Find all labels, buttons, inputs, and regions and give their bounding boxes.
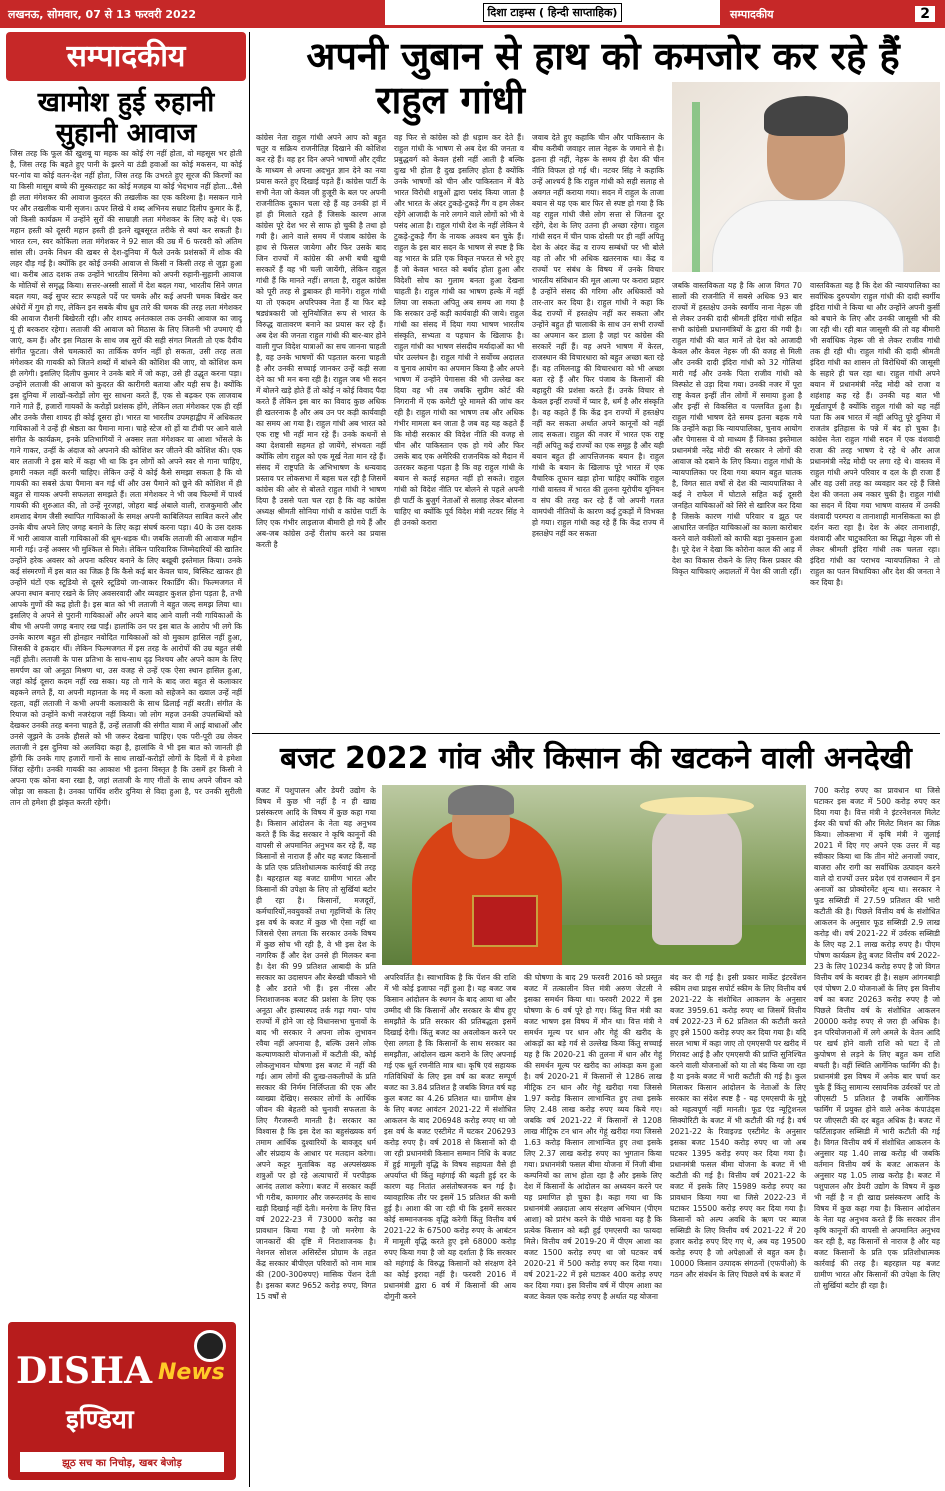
date-line: लखनऊ, सोमवार, 07 से 13 फरवरी 2022 [0, 0, 385, 28]
masthead [385, 0, 720, 28]
editorial-headline-line1: खामोश हुई रुहानी [37, 87, 215, 118]
disha-news-logo [8, 1322, 236, 1480]
article1-col5: वास्तविकता यह है कि देश की न्यायपालिका का सर्वाधिक दुरुपयोग राहुल गांधी की दादी स्वर्गीय इंदिरा गांधी ने किया था और उन्होंने अपनी कुर्सी को बचाने के लिए और उनकी जासूसी भी की जा रही थी। रही बात जासूसी की तो वह बीमारी भी सर्वाधिक नेहरू जी से लेकर राजीव गांधी तक ही रही थी। राहुल गांधी की दादी श्रीमती इंदिरा गांधी का शासन तो विरोधियों की जासूसी के सहारे ही चल रहा था। राहुल गांधी अपने बयान में प्रधानमंत्री नरेंद्र मोदी को राजा व शहंशाह कह रहे हैं। उनकी यह बात भी मूर्खतापूर्ण है क्योंकि राहुल गांधी को यह नहीं पता कि अब भारत में नहीं अपितु पूरे दुनिया में राजतंत्र इतिहास के पन्ने में बंद हो चुका है। कांग्रेस नेता राहुल गांधी सदन में एक वंशवादी राजा की तरह भाषण दे रहे थे और आज प्रधानमंत्री नरेंद्र मोदी पर लगा रहे थे। वास्तव में राहुल गांधी अपने परिवार व दल के ही राजा हैं और वह उसी तरह का व्यवहार कर रहे हैं जिसे देश की जनता अब नकार चुकी है। राहुल गांधी का सदन में दिया गया भाषण वास्तव में उनकी वंशवादी परम्परा व तानाशाही मानसिकता का ही दर्शन करा रहा है। देश के अंदर तानाशाही, वंशवादी और चाटुकारिता का सिद्धा नेहरू जी से लेकर श्रीमती इंदिरा गांधी तक चलता रहा। इंदिरा गांधी का पराभव न्यायपालिका ने तो राहुल का पतन विधायिका और देश की जनता ने कर दिया है। [810, 281, 940, 587]
logo-tagline: झूठ सच का निचोड़, खबर बेजोड़ [20, 1452, 224, 1472]
editorial-section-label: सम्पादकीय [6, 32, 246, 81]
page-header [0, 0, 945, 28]
logo-name-main: DISHA [16, 1350, 153, 1392]
left-column [6, 32, 246, 149]
article2-col2: अपरिवर्तित है। स्वाभाविक है कि पेंशन की राशि में भी कोई इजाफा नहीं हुआ है। यह बजट जब किसान आंदोलन के स्थगन के बाद आया था और उम्मीद थी कि किसानों और सरकार के बीच हुए समझौते के प्रति सरकार की प्रतिबद्धता इसमें दिखाई देगी। किंतु बजट का अवलोकन करने पर ऐसा लगता है कि किसानों के साथ सरकार का समझौता, आंदोलन खत्म कराने के लिए अपनाई गई एक धूर्त रणनीति मात्र था। कृषि एवं सहायक गतिविधियों के लिए इस वर्ष का बजट सम्पूर्ण बजट का 3.84 प्रतिशत है जबकि विगत वर्ष यह कुल बजट का 4.26 प्रतिशत था। ग्रामीण क्षेत्र के लिए बजट आवंटन 2021-22 में संशोधित आकलन के बाद 206948 करोड़ रुपए था जो इस वर्ष के बजट एस्टीमेट में घटकर 206293 करोड़ रुपए है। वर्ष 2018 से किसानों को दी जा रही प्रधानमंत्री किसान सम्मान निधि के बजट में हुई मामूली वृद्धि के विषय सहायता वैसे ही अपर्याप्त थी किंतु महंगाई की बढ़ती हुई दर के कारण यह नितांत असंतोषजनक बन गई है। व्यावहारिक तौर पर इसमें 15 प्रतिशत की कमी हुई है। आशा की जा रही थी कि इसमें सरकार कोई सम्मानजनक वृद्धि करेगी किंतु वित्तीय वर्ष 2021-22 के 67500 करोड़ रुपए के आबंटन में मामूली वृद्धि करते हुए इसे 68000 करोड़ रुपए किया गया है जो यह दर्शाता है कि सरकार को महंगाई के विरुद्ध किसानों को संरक्षण देने का कोई इरादा नहीं है। फरवरी 2016 में प्रधानमंत्री द्वारा 6 वर्ष में किसानों की आय दोगुनी करने [384, 973, 516, 1301]
editorial-body: जिस तरह कि फूल की खुशबू या महक का कोई रंग नहीं होता, वो महसूस भर होती है, जिस तरह कि बहते हुए पानी के झरने या ठंडी हवाओं का कोई मकसन, या कोई घर-गांव या कोई वतन-देश नहीं होता, जिस तरह कि उभरते हुए सूरज की किरणों का या किसी मासूम बच्चे की मुस्कराहट का कोई मजहब या कोई भेदभाव नहीं होता...वैसे ही लता मंगेशकर की आवाज कुदरत की तखलीक का एक करिश्मा है। मसकन गाने पर और तखलीक यानी सृजन। ऊपर लिखे ये शब्द अभिनय सम्राट दिलीप कुमार के हैं, जो किसी कार्यक्रम में उन्होंने सुरों की साम्राज्ञी लता मंगेशकर के लिए कहे थे। एक महान हस्ती को दूसरी महान हस्ती ही इतने खूबसूरत तरीके से बयां कर सकती है। भारत रत्न, स्वर कोकिला लता मंगेशकर ने 92 साल की उम्र में 6 फरवरी को अंतिम सांस ली। उनके निधन की खबर से देश-दुनिया में फैले उनके प्रशंसकों में शोक की लहर दौड़ गई है। क्योंकि हर कोई उनकी आवाज से किसी न किसी तरह से जुड़ा हुआ था। करीब आठ दशक तक उन्होंने भारतीय सिनेमा को अपनी रुहानी-सुहानी आवाज के मोतियों से समृद्ध किया। सत्तर-अस्सी सालों में देश बदल गया, भारतीय सिने जगत बदल गया, कई सुपर स्टार रूपहले पर्दे पर चमके और कई अपनी चमक बिखेर कर अंधेरों में गुम हो गए, लेकिन इन सबके बीच ध्रुव तारे की चमक की तरह लता मंगेशकर की आवाज रौशनी बिखेरती रही। और शायद अनंतकाल तक उनकी आवाज का जादू यूं ही बरकरार रहेगा। लताजी की आवाज को मिठास के लिए जितनी भी उपमाएं दी जाएं, कम हैं। और इस मिठास के साथ जब सुरों की सही संगत मिलती तो एक दैवीय संगीत फूटता। जैसे चमत्कारों का तार्किक वर्णन नहीं हो सकता, उसी तरह लता मंगेशकर की गायकी को जितने शब्दों में बांधने की कोशिश की जाए, वो कोशिश कम ही लगेगी। इसलिए दिलीप कुमार ने उनके बारे में जो कहा, उसे ही उद्धृत करना पड़ा। उन्होंने लताजी की आवाज को कुदरत की कारीगरी बताया और यही सच है। क्योंकि इस दुनिया में लाखों-करोड़ों लोग सुर साधना करते हैं, एक से बढ़कर एक लाजवाब गाने गाते हैं, हजारों गायकों के करोड़ों प्रशंसक होंगे, लेकिन लता मंगेशकर एक ही रहीं और उनके जैसा शायद ही कोई दूसरा हो। भारत या भारतीय उपमहाद्वीप में अधिकतर गायिकाओं ने उन्हें ही श्रेष्ठता का पैमाना माना। चाहे स्टेज शो हों या टीवी पर आने वाले संगीत के कार्यक्रम, इनके प्रतिभागियों ने अक्सर लता मंगेशकर या आशा भोंसले के गाने गाकर, उन्हीं के अंदाज को अपनाने की कोशिश कर जीतने की कोशिश की। एक बार लताजी ने इस बारे में कहा भी था कि इन लोगों को अपने स्वर से गाना चाहिए, हमारी नकल नहीं करनी चाहिए। लेकिन उन्हें ये कोई कैसे समझा सकता है कि वो गायकी का सबसे ऊंचा पैमाना बन गई थीं और उस पैमाने को छूने की कोशिश में ही बहुत से गायक अपनी सफलता समझते हैं। लता मंगेशकर ने भी जब फिल्मों में पार्श्व गायकी की शुरुआत की, तो उन्हें नूरजहां, जोहरा बाई अंबाले वाली, राजकुमारी और शमशाद बेगम जैसी स्थापित गायिकाओं के समक्ष अपनी काबिलियत साबित करने और उनके बीच अपने लिए जगह बनाने के लिए कड़ा संघर्ष करना पड़ा। 40 के उस दशक में भारी आवाज वाली गायिकाओं की धूम-धड़क थी। जबकि लताजी की आवाज महीन मानी गई। उन्हें अक्सर भी मुश्किल से मिले। लेकिन पारिवारिक जिम्मेदारियों की खातिर उन्होंने हरेक अवसर को अपना करियर बनाने के लिए बखूबी इस्तेमाल किया। उनके कई संस्मरणों में इस बात का जिक्र है कि कैसे कई बार केवल चाय, बिस्किट खाकर ही उन्होंने घंटों एक स्टूडियो से दूसरे स्टूडियो जा-जाकर रिकार्डिंग की। फिल्मजगत में अपना स्थान बनाए रखने के लिए अवसरवादी और व्यवहार कुशल होना पड़ता है, तभी आपके गुणों की कद्र होती है। इस बात को भी लताजी ने बहुत जल्द समझ लिया था। इसलिए वे अपने से पुरानी गायिकाओं और अपने बाद आने वाली नयी गायिकाओं के बीच भी अपनी जगह बनाए रख पाईं। हालांकि उन पर इस बात के आरोप भी लगे कि उनके कारण बहुत सी होनहार नवोदित गायिकाओं को वो मुकाम हासिल नहीं हुआ, जिसकी वे हकदार थीं। लेकिन फिल्मजगत में इस तरह के आरोपों की उम्र बहुत लंबी नहीं होती। लताजी के पास प्रतिभा के साथ-साथ दृढ़ निश्चय और अपने काम के लिए समर्पण का जो अनूठा मिश्रण था, उस वजह से उन्हें एक ऐसा स्थान हासिल हुआ, जहां कोई दूसरा कदम नहीं रख सका। यह तो गाने के बाद जरा बहुत से कलाकार बहकने लगते हैं, या अपनी महानता के मद में कला को सहेजने का ख्याल उन्हें नहीं रहता, वहीं लताजी ने कभी अपनी कलाकारी के साथ ढिलाई नहीं बरती। संगीत के रियाज को उन्होंने कभी नजरंदाज नहीं किया। जो लोग महज उनकी उपलब्धियों को देखकर उनकी तरह बनना चाहते हैं, उन्हें लताजी की संगीत यात्रा में आई बाधाओं और उनसे जूझने के उनके हौसले को भी जरूर देखना चाहिए। एक परी-पूरी उम्र लेकर लताजी ने इस दुनिया को अलविदा कहा है, हालांकि वे भी इस बात को जानती ही होंगी कि उनके गाए हजारों गानों के साथ लाखों-करोड़ों लोगों के दिलों में वे हमेशा जिंदा रहेंगी। उनकी गायकी का आकाश भी इतना विस्तृत है कि उसमें हर किसी ने अपना एक कोना बना रखा है, जहां लताजी के गाए गीतों के साथ अपने जीवन को जोड़ा जा सकता है। उनका पार्थिव शरीर दुनिया से विदा हुआ है, पर उनकी सुरीली तान तो हमेशा ही झंकृत करती रहेगी। [10, 149, 242, 807]
paper-name: दिशा टाइम्स ( हिन्दी साप्ताहिक) [483, 3, 623, 22]
section-label: सम्पादकीय [730, 7, 774, 21]
editorial-headline-line2: सुहानी आवाज [55, 118, 197, 150]
article1-col3: जवाब देते हुए कहाकि चीन और पाकिस्तान के बीच करीबी जवाहर लाल नेहरू के जमाने से है। इतना ही नहीं, नेहरू के समय ही देश की चीन नीति विफल हो गई थी। नटवर सिंह ने कहाकि उन्हें आश्चर्य है कि राहुल गांधी को सही सलाह से अवगत नहीं कराया गया। सदन में राहुल के ताजा बयान से यह एक बार फिर से स्पष्ट हो गया है कि वह राहुल गांधी जैसे लोग सत्ता से जितना दूर रहेंगे, देश के लिए उतना ही अच्छा रहेगा। राहुल गांधी सदन में चीन पाक दोस्ती पर ही नहीं अपितु देश के अंदर केंद्र व राज्य सम्बंधों पर भी बोले वह तो और भी अधिक खतरनाक था। केंद्र व राज्यों पर संबंध के विषय में उनके विचार भारतीय संविधान की मूल आत्मा पर करारा प्रहार है उन्होंने संसद की गरिमा और अधिकारों को तार-तार कर दिया है। राहुल गांधी ने कहा कि केंद्र राज्यों में हस्तक्षेप नहीं कर सकता और उन्होंने बहुत ही चालाकी के साथ उन सभी राज्यों का अपमान कर डाला है जहां पर कांग्रेस की सरकारें नहीं हैं। वह अपने भाषण में केरल, राजस्थान की विचारधारा को बहुत अच्छा बता रहे हैं। वह तमिलनाडु की विचारधारा को भी अच्छा बता रहे हैं और फिर पंजाब के किसानों की बहादुरी की प्रशंसा करते हैं। उनके विचार से केवल इन्हीं राज्यों में प्यार है, धर्म है और संस्कृति है। वह कहते हैं कि केंद्र इन राज्यों में हस्तक्षेप नहीं कर सकता अर्थात अपने कानूनों को नहीं लाद सकता। राहुल की नजर में भारत एक राष्ट्र नहीं अपितु कई राज्यों का एक समूह है और यही बयान बहुत ही आपत्तिजनक बयान है। राहुल गांधी के बयान के खिलाफ पूरे भारत में एक वैचारिक तूफान खड़ा होना चाहिए क्योंकि राहुल गांधी वास्तव में भारत की तुलना यूरोपीय यूनियन व संघ की तरह कर रहे हैं जो अपनी गलत वामपंथी नीतियों के कारण कई टुकड़ों में विभक्त हो गया। राहुल गांधी कह रहे हैं कि केंद्र राज्य में हस्तक्षेप नहीं कर सकता [532, 133, 664, 538]
logo-name-news: News [158, 1360, 225, 1385]
article1-col1: कांग्रेस नेता राहुल गांधी अपने आप को बहुत चतुर व सक्रिय राजनीतिज्ञ दिखाने की कोशिश कर रहे हैं। वह हर दिन अपने भाषणों और ट्वीट के माध्यम से अपना अदभुत ज्ञान देने का नया प्रयास करते हुए दिखाई पड़ते हैं। कांग्रेस पार्टी के सभी नेता जो केवल जी हुजूरी के बल पर अपनी राजनीतिक दुकान चला रहे हैं वह उनकी हां में हां ही मिलाते रहते हैं जिसके कारण आज कांग्रेस पूरे देश भर से साफ हो चुकी है तथा हो गयी है। आने वाले समय में पंजाब कांग्रेस के हाथ से फिसल जायेगा और फिर उसके बाद जिन राज्यों में कांग्रेस की अभी बची खुची सरकारें हैं वह भी चली जायेंगी, लेकिन राहुल गांधी हैं कि मानते नहीं। लगता है, राहुल कांग्रेस को पूरी तरह से डुबाकर ही मानेंगे। राहुल गांधी या तो एकदम अपरिपक्व नेता हैं या फिर बड़े षड्यंत्रकारी जो सुनियोजित रूप से भारत के विरुद्ध वातावरण बनाने का प्रयास कर रहे हैं। अब देश की जनता राहुल गांधी की बार-बार होने वाली गुप्त विदेश यात्राओं का सच जानना चाहती है, वह उनके भाषणों की पड़ताल करना चाहती है और उनकी सच्चाई जानकर उन्हें कड़ी सजा देने का भी मन बना रही है। राहुल जब भी सदन में बोलने खड़े होते हैं तो कोई न कोई विवाद पैदा करते हैं लेकिन इस बार का विवाद कुछ अधिक ही खतरनाक है और अब उन पर कड़ी कार्यवाही का समय आ गया है। राहुल गांधी अब भारत को एक राष्ट्र भी नहीं मान रहे हैं। उनके कथनों से क्या देशवासी सहमत हो जायेंगे, संभवतः नहीं क्योंकि लोग राहुल को एक मूर्ख नेता मान रहे हैं। संसद में राष्ट्रपति के अभिभाषण के धन्यवाद प्रस्ताव पर लोकसभा में बहस चल रही है जिसमें कांग्रेस की ओर से बोलते राहुल गांधी ने भाषण दिया है उससे पता चल रहा है कि वह कांग्रेस अध्यक्ष श्रीमती सोनिया गांधी व कांग्रेस पार्टी के लिए एक गंभीर लाइलाज बीमारी हो गये हैं और अब-जब कांग्रेस उन्हें रीलांच करने का प्रयास करती है [256, 133, 386, 549]
article2-col4: बंद कर दी गई है। इसी प्रकार मार्केट इंटरवेंशन स्कीम तथा प्राइस सपोर्ट स्कीम के लिए वित्तीय वर्ष 2021-22 के संशोधित आकलन के अनुसार बजट 3959.61 करोड़ रुपए था जिसमें वित्तीय वर्ष 2022-23 में 62 प्रतिशत की कटौती करते हुए इसे 1500 करोड़ रुपए कर दिया गया है। यदि सरल भाषा में कहा जाए तो एमएसपी पर खरीद में गिरावट आई है और एमएसपी की प्राप्ति सुनिश्चित करने वाली योजनाओं को या तो बंद किया जा रहा है या इनके बजट में भारी कटौती की गई है। कुल मिलाकर किसान आंदोलन के नेताओं के लिए सरकार का संदेश स्पष्ट है - यह एमएसपी के मुद्दे को महत्वपूर्ण नहीं मानती। फूड एंड न्यूट्रिशनल सिक्योरिटी के बजट में भी कटौती की गई है। वर्ष 2021-22 के रिवाइज्ड एस्टीमेट के अनुसार इसका बजट 1540 करोड़ रुपए था जो अब घटकर 1395 करोड़ रुपए कर दिया गया है। प्रधानमंत्री फसल बीमा योजना के बजट में भी कटौती की गई है। वित्तीय वर्ष 2021-22 के बजट में इसके लिए 15989 करोड़ रुपए का प्रावधान किया गया था जिसे 2022-23 में घटाकर 15500 करोड़ रुपए कर दिया गया है। किसानों को अल्प अवधि के ऋण पर ब्याज सब्सिडी के लिए वित्तीय वर्ष 2021-22 में 20 हजार करोड़ रुपए दिए गए थे, अब यह 19500 करोड़ रुपए है जो अपेक्षाओं से बहुत कम है। 10000 किसान उत्पादक संगठनों (एफपीओ) के गठन और संवर्धन के लिए पिछले वर्ष के बजट में [670, 973, 806, 1279]
article1-col2: वह फिर से कांग्रेस को ही धड़ाम कर देते हैं। राहुल गांधी के भाषण से अब देश की जनता व प्रबुद्धवर्ग को केवल हंसी नहीं आती है बल्कि दुःख भी होता है दुख इसलिए होता है क्योंकि उनके भाषणों को चीन और पाकिस्तान में बैठे भारत विरोधी शत्रुओं द्वारा पसंद किया जाता है और भारत के अंदर टुकड़े-टुकड़े गैंग व हम लेकर रहेंगे आजादी के नारे लगाने वाले लोगों को भी वे पसंद आता है। राहुल गांधी देश के नहीं लेकिन वे टुकड़े-टुकड़े गैंग के नायक अवश्य बन चुके हैं। राहुल के इस बार सदन के भाषण से स्पष्ट है कि वह भारत के प्रति एक विकृत नफरत से भरे हुए हैं जो केवल भारत को बर्बाद होता हुआ और विदेशी सोच का गुलाम बनता हुआ देखना चाहती है। राहुल गांधी का भाषण हल्के में नहीं लिया जा सकता अपितु अब समय आ गया है कि सरकार उन्हें कड़ी कार्यवाही की जाये। राहुल गांधी का संसद में दिया गया भाषण भारतीय संस्कृति, सभ्यता व पहचान के खिलाफ है। राहुल गांधी का भाषण संसदीय मर्यादाओं का भी घोर उल्लंघन है। राहुल गांधी ने सर्वोच्च अदालत व चुनाव आयोग का अपमान किया है और अपने भाषण में उन्होंने पेगासस की भी उल्लेख कर दिया वह भी तब जबकि सुप्रीम कोर्ट की निगरानी में एक कमेटी पूरे मामले की जांच कर रही है। राहुल गांधी का भाषण तब और अधिक गंभीर मामला बन जाता है जब वह यह कहते हैं कि मोदी सरकार की विदेश नीति की वजह से चीन और पाकिस्तान एक हो गये और फिर उसके बाद एक अमेरिकी राजनयिक को मैदान में उतरकर कहना पड़ता है कि वह राहुल गांधी के बयान से कतई सहमत नहीं हो सकते। राहुल गांधी को विदेश नीति पर बोलने से पहले अपनी ही पार्टी के बुजुर्ग नेताओं से सलाह लेकर बोलना चाहिए था क्योंकि पूर्व विदेश मंत्री नटवर सिंह ने ही उनको करारा [394, 133, 524, 527]
logo-name-hindi: इण्डिया [66, 1405, 134, 1435]
article2-headline: बजट 2022 गांव और किसान की खटकने वाली अनदेखी [280, 741, 912, 776]
article1-col4: जबकि वास्तविकता यह है कि आज विगत 70 सालों की राजनीति में सबसे अधिक 93 बार राज्यों में हस्तक्षेप उनके स्वर्गीय नाना नेहरू जी से लेकर उनकी दादी श्रीमती इंदिरा गांधी सहित सभी कांग्रेसी प्रधानमंत्रियों के द्वारा की गयी है। राहुल गांधी की बात मानें तो देश को आजादी केवल और केवल नेहरू जी की वजह से मिली और उनकी दादी इंदिरा गांधी को 32 गोलियां मारी गईं और उनके पिता राजीव गांधी को विस्फोट से उड़ा दिया गया। उनकी नजर में पूरा राष्ट्र केवल इन्हीं तीन लोगों में समाया हुआ है और इन्हीं से विकसित व पल्लवित हुआ है। राहुल गांधी भाषण देते समय इतना बहक गये कि उन्होंने कहा कि न्यायपालिका, चुनाव आयोग और पेगासस ये वो माध्यम हैं जिनका इस्तेमाल प्रधानमंत्री नरेंद्र मोदी की सरकार ने लोगों की आवाज को दबाने के लिए किया। राहुल गांधी के न्यायपालिका पर दिया गया बयान बहुत घातक है, विगत सात वर्षों से देश की न्यायपालिका ने कई ने राफेल में घोटाले सहित कई दूसरी जनहित याचिकाओं को सिरे से खारिज कर दिया है जिसके कारण गांधी परिवार व झूठ पर आधारित जनहित याचिकाओं का काला कारोबार करने वाले वकीलों को काफी बड़ा नुकसान हुआ है। पूरे देश ने देखा कि कोरोना काल की आड़ में देश का विकास रोकने के लिए किस प्रकार की विकृत याचिकाएं अदालतों में पेश की जाती रहीं। [672, 281, 802, 576]
section-divider [252, 733, 940, 734]
article2-col1: बजट में पशुपालन और डेयरी उद्योग के विषय में कुछ भी नहीं है न ही खाद्य प्रसंस्करण आदि के विषय में कुछ कहा गया है। किसान आंदोलन के नेता यह अनुभव करते हैं कि केंद्र सरकार ने कृषि कानूनों की वापसी से अपमानित अनुभव कर रहे हैं, वह किसानों से नाराज हैं और यह बजट किसानों के प्रति एक प्रतिशोधात्मक कार्रवाई की तरह है। बहरहाल यह बजट ग्रामीण भारत और किसानों की उपेक्षा के लिए तो सुर्खियां बटोर ही रहा है। किसानों, मजदूरों, कर्मचारियों,नवयुवकों तथा गृहणियों के लिए इस वर्ष के बजट में कुछ भी ऐसा नहीं था जिससे ऐसा लगता कि सरकार उनके विषय में कुछ सोच भी रही है, वे भी इस देश के नागरिक हैं और देश उनसे ही मिलकर बना है। देश की 99 प्रतिशत आबादी के प्रति सरकार का उदासपन और बेरुखी चौंकाने भी है और डराते भी हैं। इस नीरस और निराशाजनक बजट की प्रशंसा के लिए एक अनूठा और हास्यास्पद तर्क गढ़ा गया- पांच राज्यों में होने जा रहे विधानसभा चुनावों के बाद भी सरकार ने अपना लोक लुभावन रवैया नहीं अपनाया है, बल्कि उसने लोक कल्याणकारी योजनाओं में कटौती की, कोई लोकलुभावन घोषणा इस बजट में नहीं की गई। आम लोगों की दुःख-तकलीफों के प्रति सरकार की निर्मम निर्लिप्तता की एक और व्याख्या देखिए। सरकार लोगों के आर्थिक जीवन की बेहतरी को चुनावी सफलता के लिए गैरजरूरी मानती है। सरकार का विश्वास है कि इस देश का बहुसंख्यक वर्ग तमाम आर्थिक दुश्वारियों के बावजूद धर्म और संप्रदाय के आधार पर मतदान करेगा। अपने कट्टर मुताबिक वह अल्पसंख्यक शत्रुओं पर हो रहे अत्याचारों में परपीड़क आनंद तलाश करेगा। बजट में सरकार कहीं भी गरीब, कामगार और जरूरतमंद के साथ खड़ी दिखाई नहीं देती। मनरेगा के लिए वित्त वर्ष 2022-23 में 73000 करोड़ का प्रावधान किया गया है जो मनरेगा के जानकारों की दृष्टि में निराशाजनक है। नेशनल सोशल असिस्टेंस प्रोग्राम के तहत केंद्र सरकार बीपीएल परिवारों को नाम मात्र की (200-300रुपए) मासिक पेंशन देती है। इसका बजट 9652 करोड़ रुपए, विगत 15 वर्षों से [256, 786, 376, 1301]
finance-minister-farmer-photo [382, 785, 806, 965]
page-number: 2 [915, 6, 935, 22]
editorial-headline [6, 87, 246, 149]
section-label-bar [720, 0, 945, 28]
column-divider [249, 32, 250, 1487]
microphone-icon [194, 1330, 226, 1362]
article1-headline-line1: अपनी जुबान से हाथ को कमजोर कर रहे हैं [306, 34, 900, 78]
article2-col5: 700 करोड़ रुपए का प्रावधान था जिसे घटाकर इस बजट में 500 करोड़ रुपए कर दिया गया है। वित्त मंत्री ने इंटरनेशनल मिलेट ईयर की चर्चा की और मिलेट मिशन का जिक्र किया। लोकसभा में कृषि मंत्री ने जुलाई 2021 में दिए गए अपने एक उत्तर में यह स्वीकार किया था कि तीन मोटे अनाजों ज्वार, बाजरा और रागी का सर्वाधिक उत्पादन करने वाले दो राज्यों उत्तर प्रदेश एवं राजस्थान में इन अनाजों का प्रोक्योरमेंट शून्य था। सरकार ने फूड सब्सिडी में 27.59 प्रतिशत की भारी कटौती की है। पिछले वित्तीय वर्ष के संशोधित आकलन के अनुसार फूड सब्सिडी 2.9 लाख करोड़ थी। वर्ष 2021-22 में उर्वरक सब्सिडी के लिए यह 2.1 लाख करोड़ रुपए है। पीएम पोषण कार्यक्रम हेतु बजट वित्तीय वर्ष 2022-23 के लिए 10234 करोड़ रुपए है जो विगत वित्तीय वर्ष के बराबर ही है। सक्षम आंगनबाड़ी एवं पोषण 2.0 योजनाओं के लिए इस वित्तीय वर्ष का बजट 20263 करोड़ रुपए है जो पिछले वित्तीय वर्ष के संशोधित आकलन 20000 करोड़ रुपए से जरा ही अधिक है। इन परियोजनाओं में लगे अमले के वेतन आदि पर खर्च होने वाली राशि को घटा दें तो कुपोषण से लड़ने के लिए बहुत कम राशि बचती है। वहीं स्थिति आर्गेनिक फार्मिंग की है। प्रधानमंत्री इस विषय में अनेक बार चर्चा कर चुके हैं किंतु सामान्य रसायनिक उर्वरकों पर तो जीएसटी 5 प्रतिशत है जबकि आर्गेनिक फार्मिंग में प्रयुक्त होने वाले अनेक कंपाउंड्स पर जीएसटी की दर बहुत अधिक है। बजट में फर्टिलाइजर सब्सिडी में भारी कटौती की गई है। विगत वित्तीय वर्ष में संशोधित आकलन के अनुसार यह 1.40 लाख करोड़ थी जबकि वर्तमान वित्तीय वर्ष के बजट आकलन के अनुसार यह 1.05 लाख करोड़ है। बजट में पशुपालन और डेयरी उद्योग के विषय में कुछ भी नहीं है न ही खाद्य प्रसंस्करण आदि के विषय में कुछ कहा गया है। किसान आंदोलन के नेता यह अनुभव करते हैं कि सरकार तीन कृषि कानूनों की वापसी से अपमानित अनुभव कर रही है, वह किसानों से नाराज है और यह बजट किसानों के प्रति एक प्रतिशोधात्मक कार्रवाई की तरह है। बहरहाल यह बजट ग्रामीण भारत और किसानों की उपेक्षा के लिए तो सुर्खियां बटोर ही रहा है। [814, 786, 940, 1290]
article1-headline-line2: राहुल गांधी [376, 78, 526, 122]
rahul-gandhi-photo [672, 82, 940, 272]
article2-col3: की घोषणा के बाद 29 फरवरी 2016 को प्रस्तुत बजट में तत्कालीन वित्त मंत्री अरुण जेटली ने इसका समर्थन किया था। फरवरी 2022 में इस घोषणा के 6 वर्ष पूरे हो गए। किंतु वित्त मंत्री का बजट भाषण इस विषय में मौन था। वित्त मंत्री ने समर्थन मूल्य पर धान और गेहूं की खरीद के आंकड़ों का बड़े गर्व से उल्लेख किया किंतु सच्चाई यह है कि 2020-21 की तुलना में धान और गेहूं की समर्थन मूल्य पर खरीद का आंकड़ा कम हुआ है। वर्ष 2020-21 में किसानों से 1286 लाख मीट्रिक टन धान और गेहूं खरीदा गया जिससे 1.97 करोड़ किसान लाभान्वित हुए तथा इसके लिए 2.48 लाख करोड़ रुपए व्यय किये गए। जबकि वर्ष 2021-22 में किसानों से 1208 लाख मीट्रिक टन धान और गेहूं खरीदा गया जिससे 1.63 करोड़ किसान लाभान्वित हुए तथा इसके लिए 2.37 लाख करोड़ रुपए का भुगतान किया गया। प्रधानमंत्री फसल बीमा योजना में निजी बीमा कम्पनियों का लाभ होता रहा है और इसके लिए देश में किसानों के आंदोलन का अध्ययन करने पर यह प्रमाणित हो चुका है। कहा गया था कि प्रधानमंत्री अन्नदाता आय संरक्षण अभियान (पीएम आशा) को प्रारंभ करने के पीछे भावना यह है कि प्रत्येक किसान को बढ़ी हुई एमएसपी का फायदा मिले। वित्तीय वर्ष 2019-20 में पीएम आशा का बजट 1500 करोड़ रुपए था जो घटकर वर्ष 2020-21 में 500 करोड़ रुपए कर दिया गया। वर्ष 2021-22 में इसे घटाकर 400 करोड़ रुपए कर दिया गया। इस वित्तीय वर्ष में पीएम आशा का बजट केवल एक करोड़ रुपए है अर्थात यह योजना [524, 973, 662, 1301]
